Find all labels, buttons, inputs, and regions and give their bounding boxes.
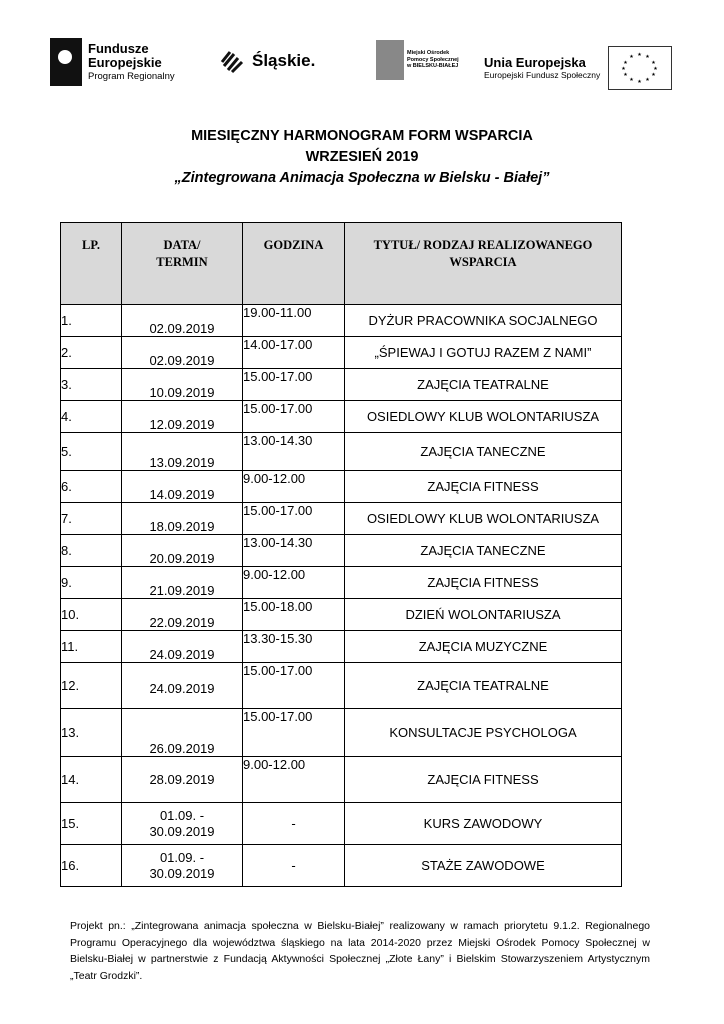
cell-date: 10.09.2019 bbox=[122, 369, 243, 401]
cell-title: ZAJĘCIA TEATRALNE bbox=[345, 663, 622, 709]
cell-date bbox=[122, 845, 243, 887]
table-row bbox=[61, 337, 622, 369]
cell-time: 15.00-18.00 bbox=[243, 599, 345, 631]
cell-time: 9.00-12.00 bbox=[243, 567, 345, 599]
table-row bbox=[61, 599, 622, 631]
slaskie-text: Śląskie. bbox=[252, 51, 316, 70]
cell-date: 02.09.2019 bbox=[122, 337, 243, 369]
heading-line-1: MIESIĘCZNY HARMONOGRAM FORM WSPARCIA bbox=[191, 128, 533, 144]
table-row bbox=[61, 433, 622, 471]
cell-lp: 1. bbox=[61, 305, 122, 337]
fundusze-text-2: Europejskie bbox=[88, 55, 162, 71]
table-row bbox=[61, 535, 622, 567]
cell-title: ZAJĘCIA TANECZNE bbox=[345, 535, 622, 567]
mops-text-1: Miejski Ośrodek bbox=[407, 50, 450, 57]
table-row bbox=[61, 503, 622, 535]
cell-title: ZAJĘCIA MUZYCZNE bbox=[345, 631, 622, 663]
cell-lp: 14. bbox=[61, 757, 122, 803]
cell-title: DZIEŃ WOLONTARIUSZA bbox=[345, 599, 622, 631]
cell-date: 20.09.2019 bbox=[122, 535, 243, 567]
cell-time: 15.00-17.00 bbox=[243, 709, 345, 757]
heading-line-3: „Zintegrowana Animacja Społeczna w Bielsku - Białej” bbox=[174, 170, 550, 186]
slaskie-waves-icon bbox=[220, 48, 246, 74]
cell-date bbox=[122, 803, 243, 845]
table-row bbox=[61, 757, 622, 803]
schedule-table bbox=[60, 222, 622, 887]
cell-title: OSIEDLOWY KLUB WOLONTARIUSZA bbox=[345, 503, 622, 535]
cell-lp: 16. bbox=[61, 845, 122, 887]
cell-time: 15.00-17.00 bbox=[243, 369, 345, 401]
cell-lp: 5. bbox=[61, 433, 122, 471]
cell-title: DYŻUR PRACOWNIKA SOCJALNEGO bbox=[345, 305, 622, 337]
cell-date-line-2: 30.09.2019 bbox=[149, 865, 215, 881]
cell-title: ZAJĘCIA FITNESS bbox=[345, 567, 622, 599]
cell-date: 13.09.2019 bbox=[122, 433, 243, 471]
cell-lp: 6. bbox=[61, 471, 122, 503]
cell-title: OSIEDLOWY KLUB WOLONTARIUSZA bbox=[345, 401, 622, 433]
cell-date: 24.09.2019 bbox=[122, 663, 243, 709]
eu-flag-icon: ★ ★ ★ ★ ★ ★ ★ ★ ★ ★ ★ ★ bbox=[608, 46, 672, 90]
cell-lp: 9. bbox=[61, 567, 122, 599]
ue-text-2: Europejski Fundusz Społeczny bbox=[484, 69, 601, 80]
table-row bbox=[61, 305, 622, 337]
cell-title: ZAJĘCIA TANECZNE bbox=[345, 433, 622, 471]
cell-time: 15.00-17.00 bbox=[243, 503, 345, 535]
unia-europejska-logo bbox=[484, 46, 672, 90]
cell-title: STAŻE ZAWODOWE bbox=[345, 845, 622, 887]
cell-time: - bbox=[243, 845, 345, 887]
fundusze-text-3: Program Regionalny bbox=[88, 70, 175, 82]
table-row bbox=[61, 567, 622, 599]
fundusze-europejskie-logo bbox=[50, 38, 175, 86]
cell-date: 21.09.2019 bbox=[122, 567, 243, 599]
slaskie-logo bbox=[220, 48, 315, 74]
cell-title: KURS ZAWODOWY bbox=[345, 803, 622, 845]
logo-bar bbox=[50, 32, 690, 94]
header-date bbox=[122, 223, 243, 305]
table-row bbox=[61, 663, 622, 709]
cell-date: 02.09.2019 bbox=[122, 305, 243, 337]
cell-time: 9.00-12.00 bbox=[243, 757, 345, 803]
header-time: GODZINA bbox=[243, 223, 345, 305]
cell-lp: 10. bbox=[61, 599, 122, 631]
cell-lp: 3. bbox=[61, 369, 122, 401]
cell-lp: 11. bbox=[61, 631, 122, 663]
cell-date: 22.09.2019 bbox=[122, 599, 243, 631]
table-row bbox=[61, 369, 622, 401]
cell-lp: 15. bbox=[61, 803, 122, 845]
cell-time: 19.00-11.00 bbox=[243, 305, 345, 337]
cell-lp: 13. bbox=[61, 709, 122, 757]
cell-date-line-1: 01.09. - bbox=[159, 807, 205, 823]
mops-text-3: w BIELSKU-BIAŁEJ bbox=[407, 63, 459, 70]
document-heading bbox=[0, 126, 724, 189]
mops-logo bbox=[376, 40, 461, 80]
table-header-row bbox=[61, 223, 622, 305]
cell-date: 24.09.2019 bbox=[122, 631, 243, 663]
cell-date: 14.09.2019 bbox=[122, 471, 243, 503]
cell-title: ZAJĘCIA TEATRALNE bbox=[345, 369, 622, 401]
cell-date: 26.09.2019 bbox=[122, 709, 243, 757]
cell-title: ZAJĘCIA FITNESS bbox=[345, 757, 622, 803]
table-row bbox=[61, 471, 622, 503]
cell-time: 13.00-14.30 bbox=[243, 433, 345, 471]
cell-lp: 8. bbox=[61, 535, 122, 567]
cell-title: „ŚPIEWAJ I GOTUJ RAZEM Z NAMI” bbox=[345, 337, 622, 369]
cell-time: 13.00-14.30 bbox=[243, 535, 345, 567]
ue-text-1: Unia Europejska bbox=[484, 54, 586, 70]
header-lp: LP. bbox=[61, 223, 122, 305]
cell-date: 28.09.2019 bbox=[122, 757, 243, 803]
mops-emblem-icon bbox=[376, 40, 404, 80]
mops-text-2: Pomocy Społecznej bbox=[407, 56, 459, 63]
cell-time: 9.00-12.00 bbox=[243, 471, 345, 503]
header-date-text: DATA/ TERMIN bbox=[156, 238, 208, 269]
fundusze-star-icon bbox=[50, 38, 82, 86]
cell-time: 15.00-17.00 bbox=[243, 401, 345, 433]
cell-time: 14.00-17.00 bbox=[243, 337, 345, 369]
table-row bbox=[61, 401, 622, 433]
cell-date: 12.09.2019 bbox=[122, 401, 243, 433]
header-title-text: TYTUŁ/ RODZAJ REALIZOWANEGO WSPARCIA bbox=[373, 238, 593, 269]
cell-date: 18.09.2019 bbox=[122, 503, 243, 535]
table-row bbox=[61, 803, 622, 845]
cell-time: - bbox=[243, 803, 345, 845]
cell-lp: 2. bbox=[61, 337, 122, 369]
table-row bbox=[61, 631, 622, 663]
cell-lp: 12. bbox=[61, 663, 122, 709]
cell-title: ZAJĘCIA FITNESS bbox=[345, 471, 622, 503]
cell-date-line-2: 30.09.2019 bbox=[149, 823, 215, 839]
fundusze-text-1: Fundusze bbox=[88, 41, 149, 57]
cell-time: 15.00-17.00 bbox=[243, 663, 345, 709]
heading-line-2: WRZESIEŃ 2019 bbox=[305, 149, 419, 165]
project-footnote: Projekt pn.: „Zintegrowana animacja społeczna w Bielsku-Białej” realizowany w ramach priorytetu 9.1.2. Regionalnego Programu Operacyjnego dla województwa śląskiego na lata 2014-2020 przez Miejski Ośrodek Pomocy Społecznej w Bielsku-Białej w partnerstwie z Fundacją Aktywności Społecznej „Złote Łany” i Bielskim Stowarzyszeniem Artystycznym „Teatr Grodzki”. bbox=[70, 920, 650, 982]
table-row bbox=[61, 845, 622, 887]
header-title bbox=[345, 223, 622, 305]
cell-title: KONSULTACJE PSYCHOLOGA bbox=[345, 709, 622, 757]
table-row bbox=[61, 709, 622, 757]
cell-lp: 7. bbox=[61, 503, 122, 535]
cell-date-line-1: 01.09. - bbox=[159, 849, 205, 865]
cell-time: 13.30-15.30 bbox=[243, 631, 345, 663]
cell-lp: 4. bbox=[61, 401, 122, 433]
